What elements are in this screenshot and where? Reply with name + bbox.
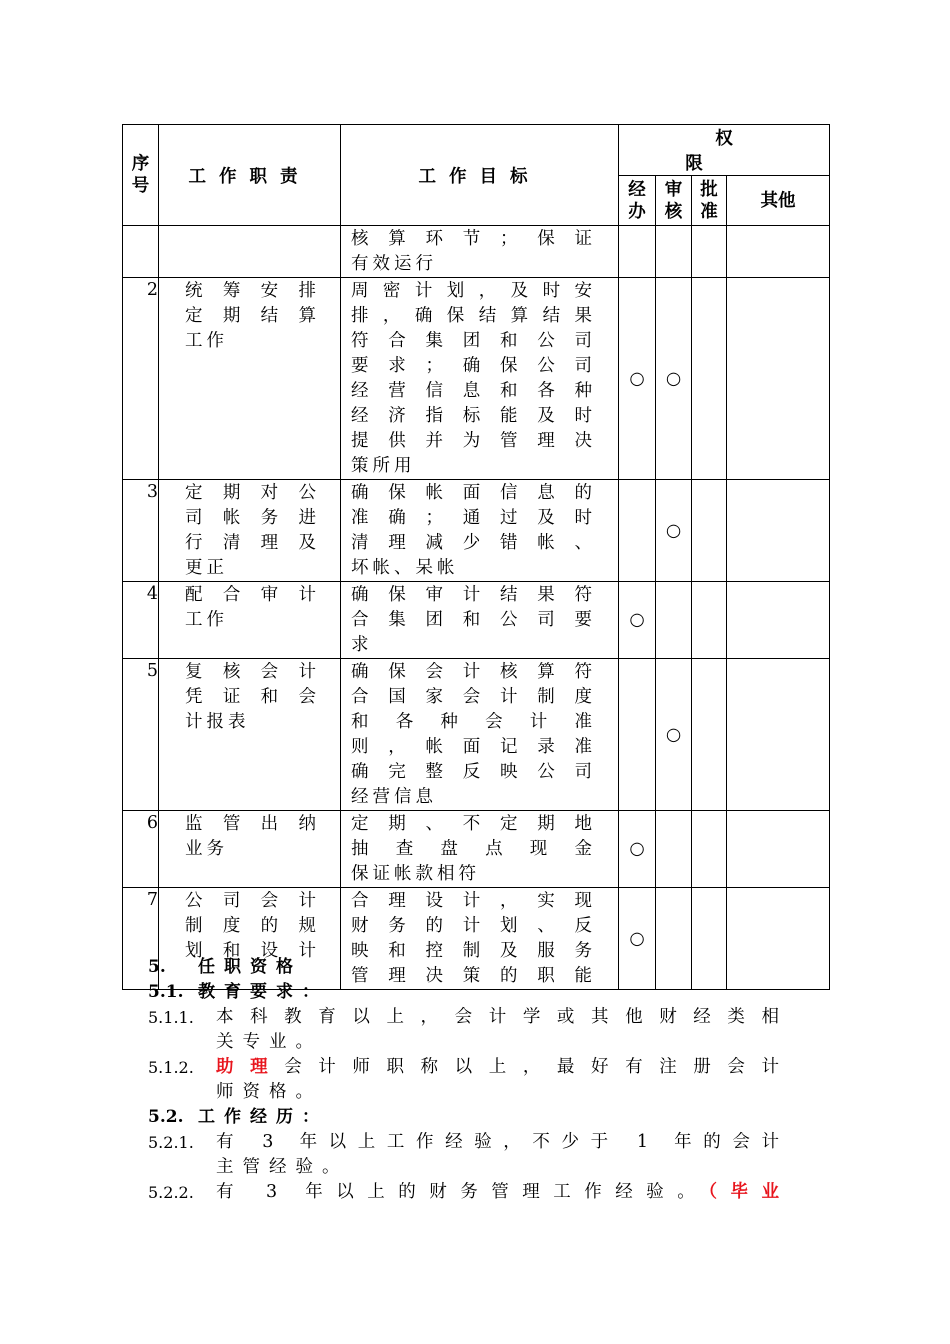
header-authority: 权限 (619, 125, 830, 176)
row-handle-mark (619, 659, 656, 811)
duty-line: 制度的规 (185, 916, 320, 936)
table-row (123, 582, 830, 659)
row-duty (159, 811, 341, 888)
header-review: 审核 (656, 176, 692, 226)
header-approve: 批准 (692, 176, 727, 226)
duty-line: 工作 (185, 331, 228, 351)
duty-line: 复核会计 (185, 662, 320, 682)
goal-line: 合集团和公司要 (351, 610, 596, 630)
row-handle-mark: ○ (619, 811, 656, 888)
duty-line: 司帐务进 (185, 508, 320, 528)
row-goal (341, 582, 619, 659)
row-seq: 6 (123, 811, 159, 888)
header-seq: 序号 (123, 125, 159, 226)
header-other: 其他 (727, 176, 830, 226)
row-other-mark (727, 278, 830, 480)
duty-line: 划和设计 (185, 941, 320, 961)
goal-line: 准确；通过及时 (351, 508, 596, 528)
duty-line: 更正 (185, 558, 228, 578)
row-seq: 4 (123, 582, 159, 659)
goal-line: 合理设计，实现 (351, 891, 596, 911)
goal-line: 有效运行 (351, 254, 437, 274)
goal-line: 清理减少错帐、 (351, 533, 596, 553)
duty-line: 计报表 (185, 712, 250, 732)
goal-line: 确完整反映公司 (351, 762, 596, 782)
row-approve-mark (692, 480, 727, 582)
row-seq (123, 226, 159, 278)
row-approve-mark (692, 659, 727, 811)
goal-line: 要求；确保公司 (351, 356, 596, 376)
goal-line: 财务的计划、反 (351, 916, 596, 936)
goal-line: 策所用 (351, 456, 416, 476)
duty-line: 行清理及 (185, 533, 320, 553)
duty-line: 工作 (185, 610, 228, 630)
row-goal (341, 480, 619, 582)
row-review-mark: ○ (656, 659, 692, 811)
row-approve-mark (692, 582, 727, 659)
responsibility-table (122, 124, 830, 990)
goal-line: 排，确保结算结果 (351, 306, 596, 326)
goal-line: 合国家会计制度 (351, 687, 596, 707)
row-other-mark (727, 888, 830, 990)
row-approve-mark (692, 226, 727, 278)
header-handle: 经办 (619, 176, 656, 226)
item-5-1-1: 5.1.1. 本科教育以上，会计学或其他财经类相 关专业。 (148, 1007, 788, 1052)
duty-line: 配合审计 (185, 585, 320, 605)
row-other-mark (727, 659, 830, 811)
row-review-mark (656, 888, 692, 990)
goal-line: 和各种会计准 (351, 712, 596, 732)
goal-line: 提供并为管理决 (351, 431, 596, 451)
goal-line: 经济指标能及时 (351, 406, 596, 426)
row-review-mark (656, 811, 692, 888)
row-handle-mark: ○ (619, 888, 656, 990)
goal-line: 核算环节；保证 (351, 229, 596, 249)
duty-line: 凭证和会 (185, 687, 320, 707)
goal-line: 确保会计核算符 (351, 662, 596, 682)
section-5-heading: 5. 任职资格 (148, 957, 302, 977)
goal-line: 保证帐款相符 (351, 864, 480, 884)
goal-line: 经营信息 (351, 787, 437, 807)
row-goal (341, 811, 619, 888)
row-other-mark (727, 480, 830, 582)
row-seq: 7 (123, 888, 159, 990)
item-5-2-1: 5.2.1. 有 3 年以上工作经验，不少于 1 年的会计 主管经验。 (148, 1132, 788, 1177)
row-approve-mark (692, 811, 727, 888)
duty-line: 定期结算 (185, 306, 320, 326)
row-review-mark (656, 226, 692, 278)
goal-line: 符合集团和公司 (351, 331, 596, 351)
row-approve-mark (692, 888, 727, 990)
goal-line: 确保审计结果符 (351, 585, 596, 605)
section-5-2-heading: 5.2. 工作经历： (148, 1107, 328, 1127)
row-goal (341, 278, 619, 480)
row-other-mark (727, 582, 830, 659)
table-row (123, 811, 830, 888)
goal-line: 经营信息和各种 (351, 381, 596, 401)
row-duty (159, 226, 341, 278)
row-review-mark (656, 582, 692, 659)
table-row (123, 480, 830, 582)
duty-line: 公司会计 (185, 891, 320, 911)
row-review-mark: ○ (656, 480, 692, 582)
goal-line: 坏帐、呆帐 (351, 558, 459, 578)
goal-line: 周密计划，及时安 (351, 281, 596, 301)
row-review-mark: ○ (656, 278, 692, 480)
row-seq: 3 (123, 480, 159, 582)
row-duty (159, 480, 341, 582)
row-other-mark (727, 226, 830, 278)
duty-line: 统筹安排 (185, 281, 320, 301)
section-5-1-heading: 5.1. 教育要求： (148, 982, 328, 1002)
item-5-1-2: 5.1.2. 助理会计师职称以上，最好有注册会计 师资格。 (148, 1057, 788, 1102)
row-handle-mark: ○ (619, 278, 656, 480)
header-duty: 工作职责 (159, 125, 341, 226)
header-goal: 工作目标 (341, 125, 619, 226)
row-duty (159, 659, 341, 811)
table-row (123, 659, 830, 811)
duty-line: 定期对公 (185, 483, 320, 503)
row-goal (341, 888, 619, 990)
duty-line: 监管出纳 (185, 814, 320, 834)
table-row (123, 226, 830, 278)
goal-line: 管理决策的职能 (351, 966, 596, 986)
row-goal (341, 226, 619, 278)
row-handle-mark (619, 226, 656, 278)
row-duty (159, 278, 341, 480)
goal-line: 定期、不定期地 (351, 814, 596, 834)
goal-line: 确保帐面信息的 (351, 483, 596, 503)
row-approve-mark (692, 278, 727, 480)
row-seq: 5 (123, 659, 159, 811)
table-row (123, 278, 830, 480)
goal-line: 求 (351, 635, 373, 655)
duty-line: 业务 (185, 839, 228, 859)
row-seq: 2 (123, 278, 159, 480)
goal-line: 抽查盘点现金 (351, 839, 596, 859)
goal-line: 则，帐面记录准 (351, 737, 596, 757)
row-other-mark (727, 811, 830, 888)
row-duty (159, 582, 341, 659)
row-handle-mark (619, 480, 656, 582)
goal-line: 映和控制及服务 (351, 941, 596, 961)
item-5-2-2: 5.2.2. 有 3 年以上的财务管理工作经验。（毕业 (148, 1182, 788, 1202)
row-goal (341, 659, 619, 811)
row-handle-mark: ○ (619, 582, 656, 659)
